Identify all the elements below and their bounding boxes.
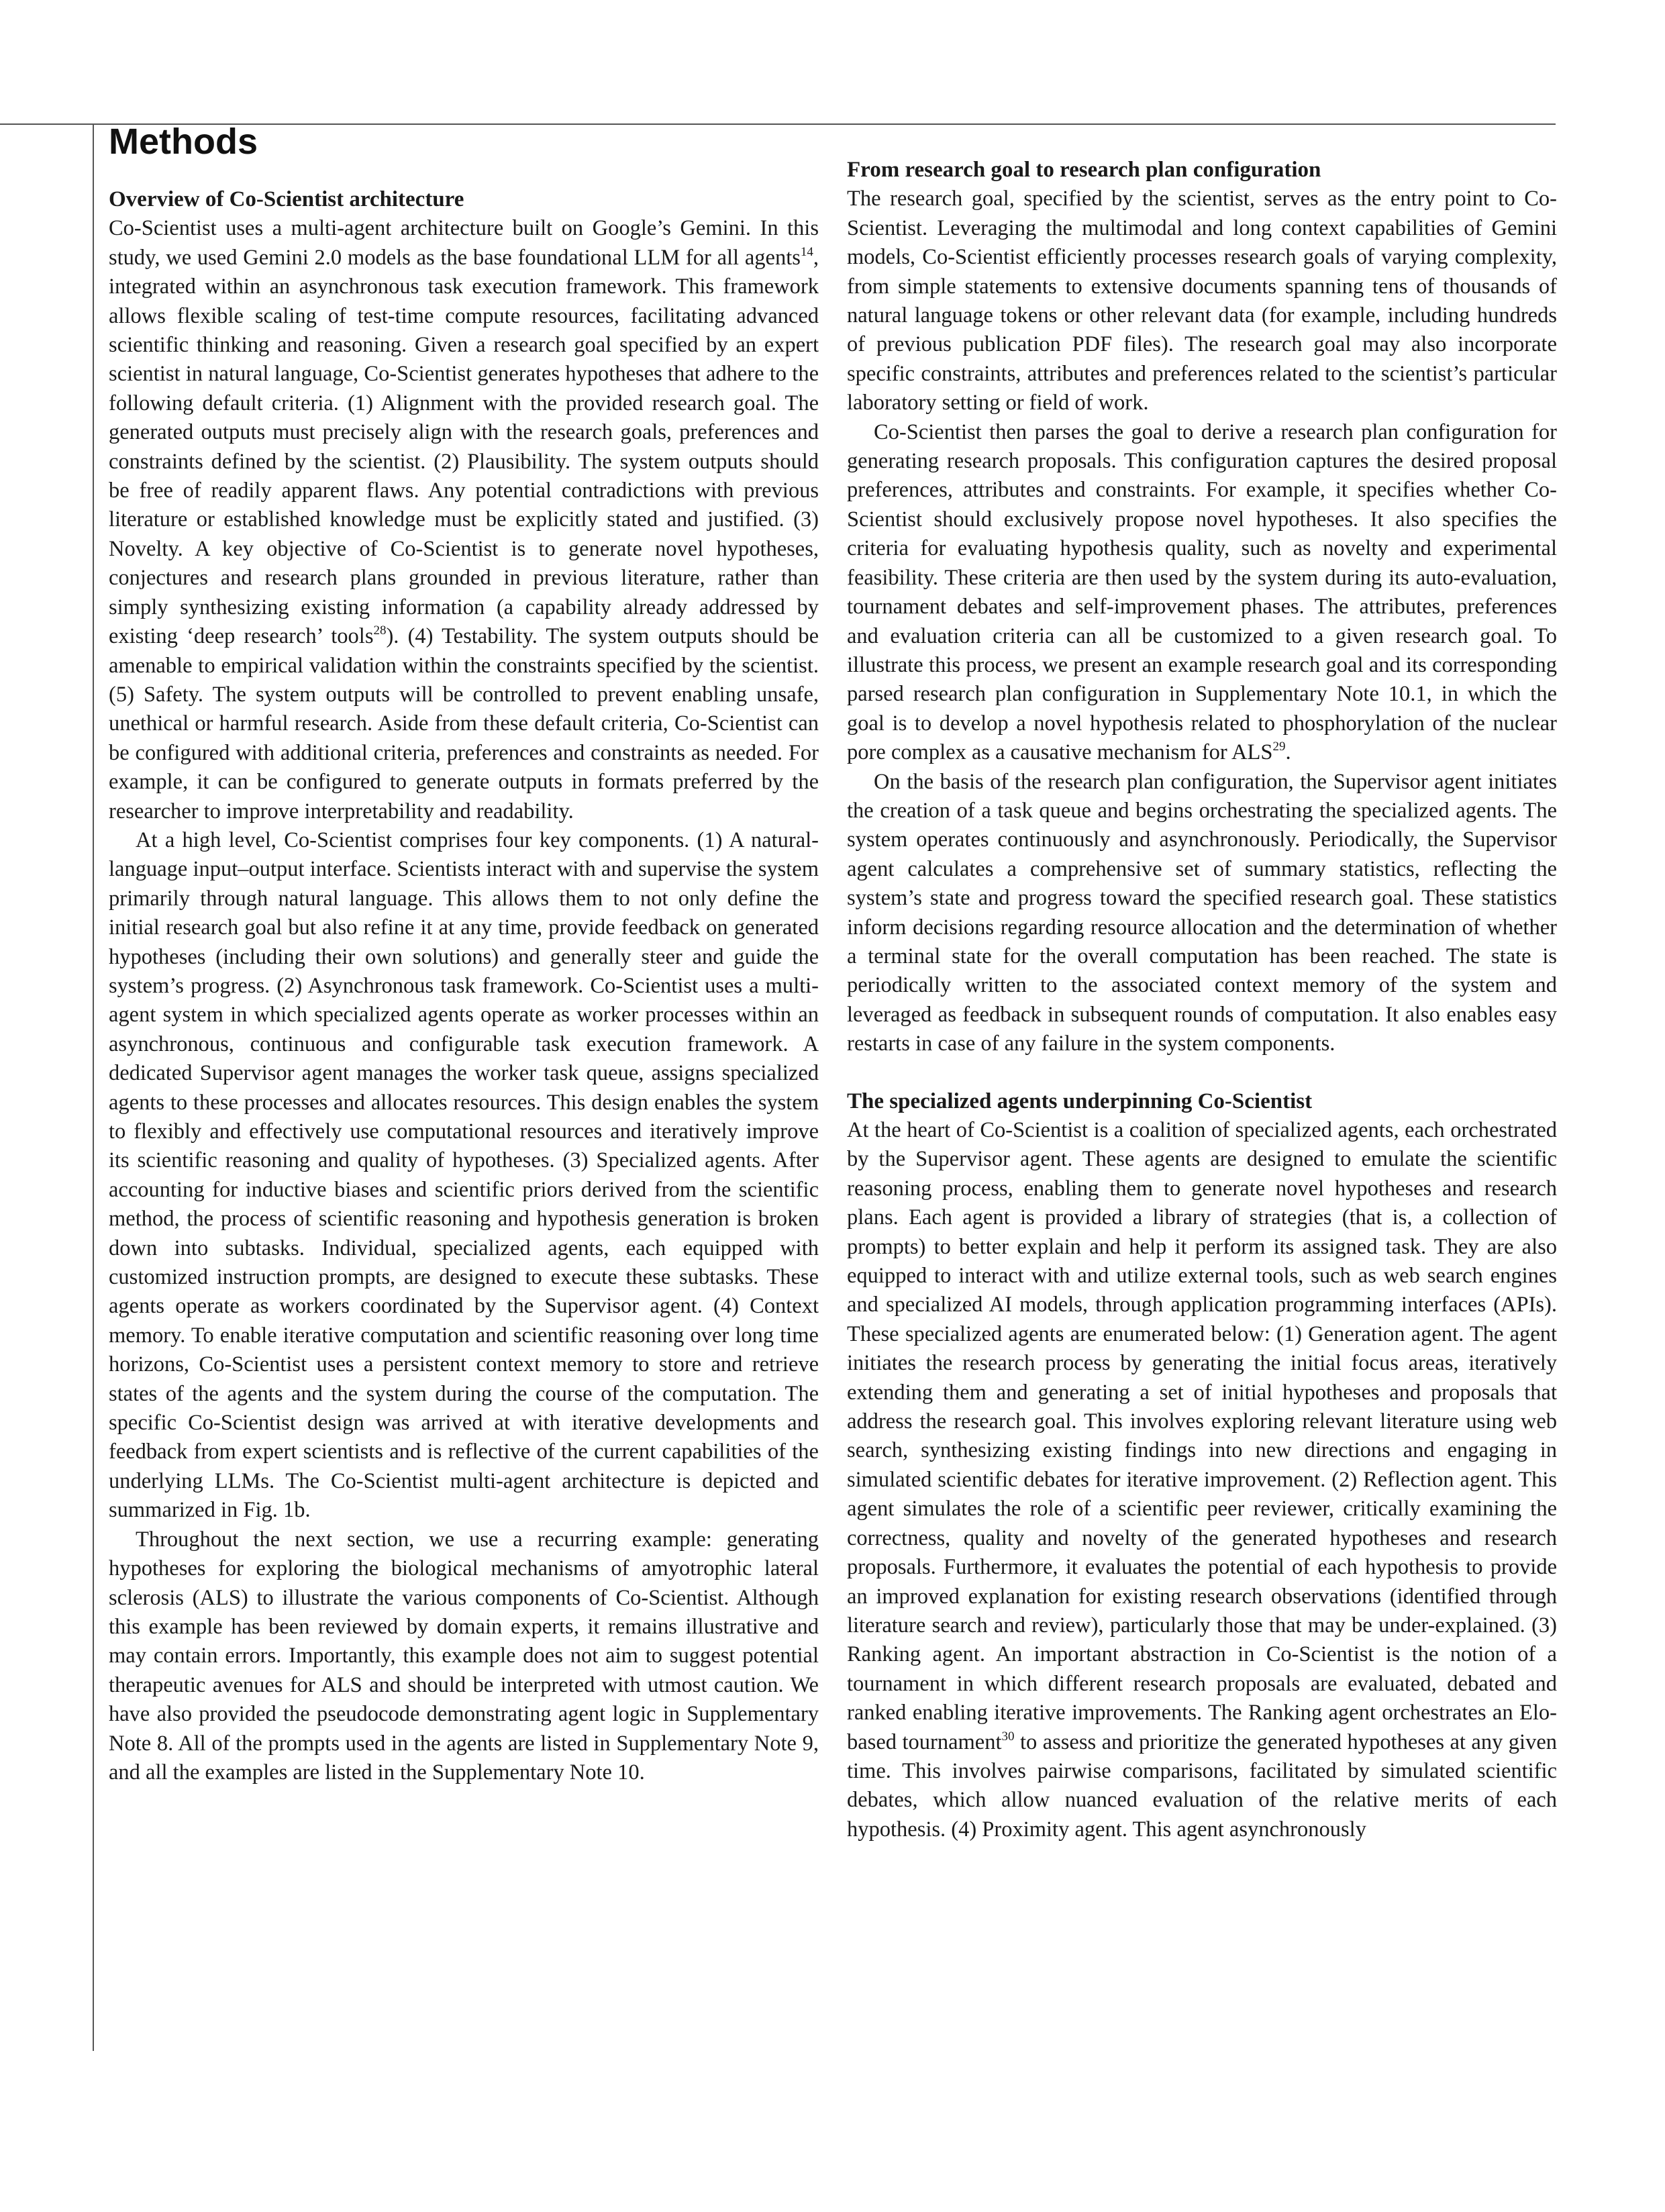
text-run: Co-Scientist uses a multi-agent architecture built on Google’s Gemini. In this study, we used Gemini 2.0 models as the base foundational LLM for all agents <box>109 216 819 270</box>
citation-30[interactable]: 30 <box>1001 1729 1015 1744</box>
text-run: Co-Scientist then parses the goal to derive a research plan configuration for generating research proposals. This configuration captures the desired proposal preferences, attributes and constraints. For example, it specifies whether Co-Scientist should exclusively propose novel hypotheses. It also specifies the criteria for evaluating hypothesis quality, such as novelty and experimental feasibility. These criteria are then used by the system during its auto-evaluation, tournament debates and self-improvement phases. The attributes, preferences and evaluation criteria can all be customized to a given research goal. To illustrate this process, we present an example research goal and its corresponding parsed research plan configuration in Supplementary Note 10.1, in which the goal is to develop a novel hypothesis related to phosphorylation of the nuclear pore complex as a causative mechanism for ALS <box>847 419 1557 765</box>
citation-14[interactable]: 14 <box>800 244 813 259</box>
paragraph-goal-3: On the basis of the research plan configuration, the Supervisor agent initiates the creation of a task queue and begins orchestrating the specialized agents. The system operates continuously and asynchronously. Periodically, the Supervisor agent calculates a comprehensive set of summary statistics, reflecting the system’s state and progress toward the specified research goal. These statistics inform decisions regarding resource allocation and the determination of whether a terminal state for the overall computation has been reached. The state is periodically written to the associated context memory of the system and leveraged as feedback in subsequent rounds of computation. It also enables easy restarts in case of any failure in the system components. <box>847 769 1557 1056</box>
paragraph-overview-1 <box>109 214 819 826</box>
section-heading: Methods <box>109 121 258 162</box>
right-column <box>847 156 1557 1844</box>
text-run: . <box>1285 740 1291 765</box>
margin-rule <box>93 125 94 2051</box>
paragraph-overview-2: At a high level, Co-Scientist comprises four key components. (1) A natural-language input–output interface. Scientists interact with and supervise the system primarily through natural language. This allows them to not only define the initial research goal but also refine it at any time, provide feedback on generated hypotheses (including their own solutions) and generally steer and guide the system’s progress. (2) Asynchronous task framework. Co-Scientist uses a multi-agent system in which specialized agents operate as worker processes within an asynchronous, continuous and configurable task execution framework. A dedicated Supervisor agent manages the worker task queue, assigns specialized agents to these processes and allocates resources. This design enables the system to flexibly and effectively use computational resources and iteratively improve its scientific reasoning and quality of hypotheses. (3) Specialized agents. After accounting for inductive biases and scientific priors derived from the scientific method, the process of scientific reasoning and hypothesis generation is broken down into subtasks. Individual, specialized agents, each equipped with customized instruction prompts, are designed to execute these subtasks. These agents operate as workers coordinated by the Supervisor agent. (4) Context memory. To enable iterative computation and scientific reasoning over long time horizons, Co-Scientist uses a persistent context memory to store and retrieve states of the agents and the system during the course of the computation. The specific Co-Scientist design was arrived at with iterative developments and feedback from expert scientists and is reflective of the current capabilities of the underlying LLMs. The Co-Scientist multi-agent architecture is depicted and summarized in Fig. 1b. <box>109 827 819 1523</box>
subheading-research-goal: From research goal to research plan configuration <box>847 158 1321 182</box>
text-run: ). (4) Testability. The system outputs should be amenable to empirical validation within the constraints specified by the scientist. (5) Safety. The system outputs will be controlled to prevent enabling unsafe, unethical or harmful research. Aside from these default criteria, Co-Scientist can be configured with additional criteria, preferences and constraints as needed. For example, it can be configured to generate outputs in formats preferred by the researcher to improve interpretability and readability. <box>109 624 819 823</box>
paragraph-overview-3: Throughout the next section, we use a recurring example: generating hypotheses for exploring the biological mechanisms of amyotrophic lateral sclerosis (ALS) to illustrate the various components of Co-Scientist. Although this example has been reviewed by domain experts, it remains illustrative and may contain errors. Importantly, this example does not aim to suggest potential therapeutic avenues for ALS and should be interpreted with utmost caution. We have also provided the pseudocode demonstrating agent logic in Supplementary Note 8. All of the prompts used in the agents are listed in Supplementary Note 9, and all the examples are listed in the Supplementary Note 10. <box>109 1527 819 1784</box>
citation-28[interactable]: 28 <box>373 623 387 638</box>
subheading-specialized-agents: The specialized agents underpinning Co-Scientist <box>847 1089 1313 1113</box>
text-run: At the heart of Co-Scientist is a coalition of specialized agents, each orchestrated by the Supervisor agent. These agents are designed to emulate the scientific reasoning process, enabling them to generate novel hypotheses and research plans. Each agent is provided a library of strategies (that is, a collection of prompts) to better explain and help it perform its assigned task. They are also equipped to interact with and utilize external tools, such as web search engines and specialized AI models, through application programming interfaces (APIs). These specialized agents are enumerated below: (1) Generation agent. The agent initiates the research process by generating the initial focus areas, iteratively extending them and generating a set of initial hypotheses and proposals that address the research goal. This involves exploring relevant literature using web search, synthesizing existing findings into new directions and engaging in simulated scientific debates for iterative improvement. (2) Reflection agent. This agent simulates the role of a scientific peer reviewer, critically examining the correctness, quality and novelty of the generated hypotheses and research proposals. Furthermore, it evaluates the potential of each hypothesis to provide an improved explanation for existing research observations (identified through literature search and review), particularly those that may be under-explained. (3) Ranking agent. An important abstraction in Co-Scientist is the notion of a tournament in which different research proposals are evaluated, debated and ranked enabling iterative improvements. The Ranking agent orchestrates an Elo-based tournament <box>847 1118 1557 1754</box>
text-run: to assess and prioritize the generated hypotheses at any given time. This involves pairwise comparisons, facilitated by simulated scientific debates, which allow nuanced evaluation of the relative merits of each hypothesis. (4) Proximity agent. This agent asynchronously <box>847 1729 1557 1842</box>
paragraph-goal-1: The research goal, specified by the scientist, serves as the entry point to Co-Scientist. Leveraging the multimodal and long context capabilities of Gemini models, Co-Scientist efficiently processes research goals of varying complexity, from simple statements to extensive documents spanning tens of thousands of natural language tokens or other relevant data (for example, including hundreds of previous publication PDF files). The research goal may also incorporate specific constraints, attributes and preferences related to the scientist’s particular laboratory setting or field of work. <box>847 187 1557 415</box>
text-run: , integrated within an asynchronous task execution framework. This framework allows flexible scaling of test-time compute resources, facilitating advanced scientific thinking and reasoning. Given a research goal specified by an expert scientist in natural language, Co-Scientist generates hypotheses that adhere to the following default criteria. (1) Alignment with the provided research goal. The generated outputs must precisely align with the research goals, preferences and constraints defined by the scientist. (2) Plausibility. The system outputs should be free of readily apparent flaws. Any potential contradictions with previous literature or established knowledge must be explicitly stated and justified. (3) Novelty. A key objective of Co-Scientist is to generate novel hypotheses, conjectures and research plans grounded in previous literature, rather than simply synthesizing existing information (a capability already addressed by existing ‘deep research’ tools <box>109 245 819 649</box>
section-gap <box>847 1059 1557 1087</box>
citation-29[interactable]: 29 <box>1272 740 1286 754</box>
left-column <box>109 185 819 1787</box>
subheading-overview: Overview of Co-Scientist architecture <box>109 187 464 211</box>
paragraph-agents-1 <box>847 1116 1557 1844</box>
paragraph-goal-2 <box>847 418 1557 768</box>
